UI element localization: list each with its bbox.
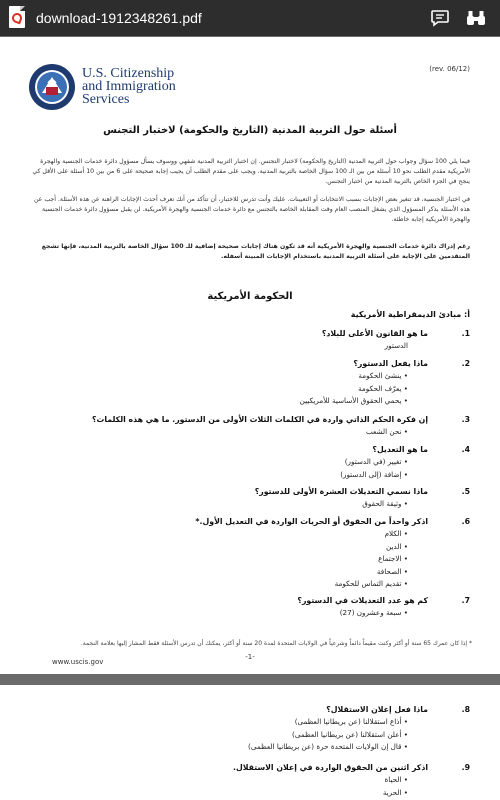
intro-paragraph: فيما يلي 100 سؤال وجواب حول التربية المدنية (التاريخ والحكومة) لاختبار التجنس. إن اختبار التربية المدنية شفهي ووسوف يسأل مسؤول دائرة خدمات الجنسية والهجرة الأمريكية مقدم الطلب نحو 10 أسئلة من بين الـ 100 سؤال الخاصة بالتربية المدنية. ويجب على مقدم الطلب أن يجيب إجابة صحيحة على 6 من بين 10 أسئلة على الأقل كي ينجح في الجزء الخاص بالتربية المدنية من اختبار التجنس. [32,158,470,185]
document-heading: أسئلة حول التربية المدنية (التاريخ والحكومة) لاختبار التجنس [103,125,397,136]
note-paragraph: في اختبار الجنسية، قد تتغير بعض الإجابات بسبب الانتخابات أو التعيينات. عليك وأنت تدرس للاختبار، أن تتأكد من أنك تعرف أحدث الإجابات الراهنة عن هذه الأسئلة. أجب عن هذه الأسئلة بذكر المسؤول الذي يشغل المنصب العام وقت المقابلة الخاصة بالتجنس مع دائرة خدمات الجنسية والهجرة الأمريكية. لن يقبل مسؤول دائرة خدمات الجنسية والهجرة الأمريكية إجابة خاطئة. [33,196,470,223]
section-heading: الحكومة الأمريكية [207,291,293,302]
subsection-heading: أ: مبادئ الديمقراطية الأمريكية [350,310,470,319]
top-toolbar [0,0,500,36]
question-9: 9. اذكر اثنين من الحقوق الواردة في إعلان الاستقلال. • الحياة • الحرية [233,763,470,797]
question-1: 1. ما هو القانون الأعلى للبلاد؟ الدستور [321,329,470,350]
question-5: 5. ماذا نسمي التعديلات العشرة الأولى للدستور؟ • وثيقة الحقوق [254,487,470,508]
notice-paragraph: رغم إدراك دائرة خدمات الجنسية والهجرة الأمريكية أنه قد تكون هناك إجابات صحيحة إضافية للـ 100 سؤال الخاصة بالتربية المدنية، فإنها تشجع المتقدمين على الإجابة على أسئلة التربية المدنية باستخدام الإجابات المبينة أسفله. [41,243,470,260]
pdf-icon [6,4,30,32]
pdf-page-1[interactable] [0,37,500,674]
question-6: 6. اذكر واحداً من الحقوق أو الحريات الواردة في التعديل الأول.* • الكلام • الدين • الاجتماع • الصحافة • تقديم التماس للحكومة [195,517,470,588]
question-3: 3. إن فكرة الحكم الذاتي واردة في الكلمات الثلاث الأولى من الدستور. ما هي هذه الكلمات؟ • نحن الشعب [91,415,470,436]
comment-icon[interactable] [428,6,452,30]
dhs-seal-icon [28,63,76,111]
page-number: -1- [245,653,255,661]
question-7: 7. كم هو عدد التعديلات في الدستور؟ • سبعة وعشرون (27) [297,596,470,617]
question-8: 8. ماذا فعل إعلان الاستقلال؟ • أذاع استقلالنا (عن بريطانيا العظمى) • أعلن استقلالنا (عن بريطانيا العظمى) • قال إن الولايات المتحدة حرة (عن بريطانيا العظمى) [248,705,470,751]
question-4: 4. ما هو التعديل؟ • تغيير (في الدستور) • إضافة (إلى الدستور) [340,445,470,479]
binoculars-icon[interactable] [464,6,488,30]
question-2: 2. ماذا يفعل الدستور؟ • ينشئ الحكومة • يعرّف الحكومة • يحمي الحقوق الأساسية للأمريكيين [299,359,470,405]
document-title: download-1912348261.pdf [36,10,202,26]
pdf-page-2[interactable] [0,685,500,800]
agency-name: U.S. Citizenship and Immigration Services [82,66,176,107]
footnote: * إذا كان عمرك 65 سنة أو أكثر وكنت مقيماً دائماً وشرعياً في الولايات المتحدة لمدة 20 سنة أو أكثر، يمكنك أن تدرس الأسئلة فقط المشار إليها بعلامة النجمة. [80,640,472,647]
footer-url: www.uscis.gov [52,658,104,666]
revision-date: (rev. 06/12) [429,65,470,73]
